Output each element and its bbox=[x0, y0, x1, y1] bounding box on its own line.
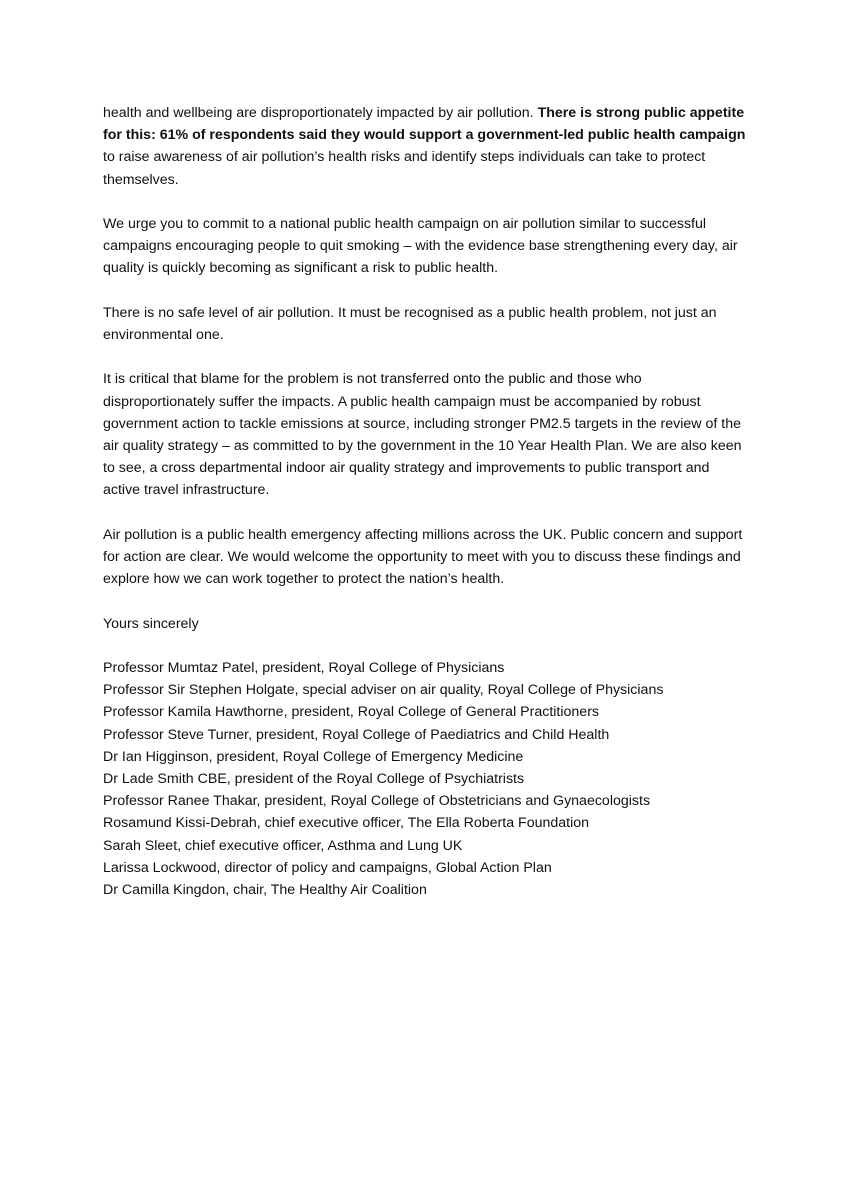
paragraph-emergency: Air pollution is a public health emergency affecting millions across the UK. Public concern and support for action are clear. We would welcome the opportunity to meet with you to discuss these findings and explore how we can work together to protect the nation’s health. bbox=[103, 526, 743, 588]
paragraph-1-tail: to raise awareness of air pollution’s health risks and identify steps individuals can take to protect themselves. bbox=[103, 149, 706, 188]
signatory: Larissa Lockwood, director of policy and campaigns, Global Action Plan bbox=[103, 859, 552, 876]
signatory: Dr Lade Smith CBE, president of the Royal College of Psychiatrists bbox=[103, 771, 525, 787]
paragraph-1-lead: health and wellbeing are disproportionately impacted by air pollution. bbox=[103, 105, 538, 121]
paragraph-government-action: It is critical that blame for the problem is not transferred onto the public and those who disproportionately suffer the impacts. A public health campaign must be accompanied by robust government action to tackle emissions at source, including stronger PM2.5 targets in the review of the air quality strategy – as committed to by the government in the 10 Year Health Plan. We are also keen to see, a cross departmental indoor air quality strategy and improvements to public transport and active travel infrastructure. bbox=[103, 371, 742, 499]
signatories-list bbox=[103, 657, 748, 901]
paragraph-no-safe-level: There is no safe level of air pollution. It must be recognised as a public health problem, not just an environmental one. bbox=[103, 304, 717, 343]
signatory: Professor Kamila Hawthorne, president, Royal College of General Practitioners bbox=[103, 704, 600, 721]
signatory: Professor Steve Turner, president, Royal College of Paediatrics and Child Health bbox=[103, 726, 610, 743]
letter-page bbox=[103, 102, 748, 901]
paragraph-national-campaign: We urge you to commit to a national public health campaign on air pollution similar to successful campaigns encouraging people to quit smoking – with the evidence base strengthening every day, air quality is quickly becoming as significant a risk to public health. bbox=[103, 216, 738, 277]
signatory: Sarah Sleet, chief executive officer, Asthma and Lung UK bbox=[103, 837, 463, 854]
signatory: Rosamund Kissi-Debrah, chief executive officer, The Ella Roberta Foundation bbox=[103, 815, 590, 832]
paragraph-campaign-support bbox=[103, 102, 748, 191]
paragraph-1-bold-statistic: There is strong public appetite for this: 61% of respondents said they would support a government-led public health campaign bbox=[103, 105, 746, 144]
signatory: Professor Mumtaz Patel, president, Royal College of Physicians bbox=[103, 659, 505, 676]
signatory: Dr Ian Higginson, president, Royal College of Emergency Medicine bbox=[103, 748, 524, 765]
signatory: Professor Sir Stephen Holgate, special adviser on air quality, Royal College of Physicians bbox=[103, 682, 664, 699]
signatory: Dr Camilla Kingdon, chair, The Healthy Air Coalition bbox=[103, 882, 427, 899]
signatory: Professor Ranee Thakar, president, Royal College of Obstetricians and Gynaecologists bbox=[103, 793, 651, 810]
closing-salutation: Yours sincerely bbox=[103, 615, 199, 632]
